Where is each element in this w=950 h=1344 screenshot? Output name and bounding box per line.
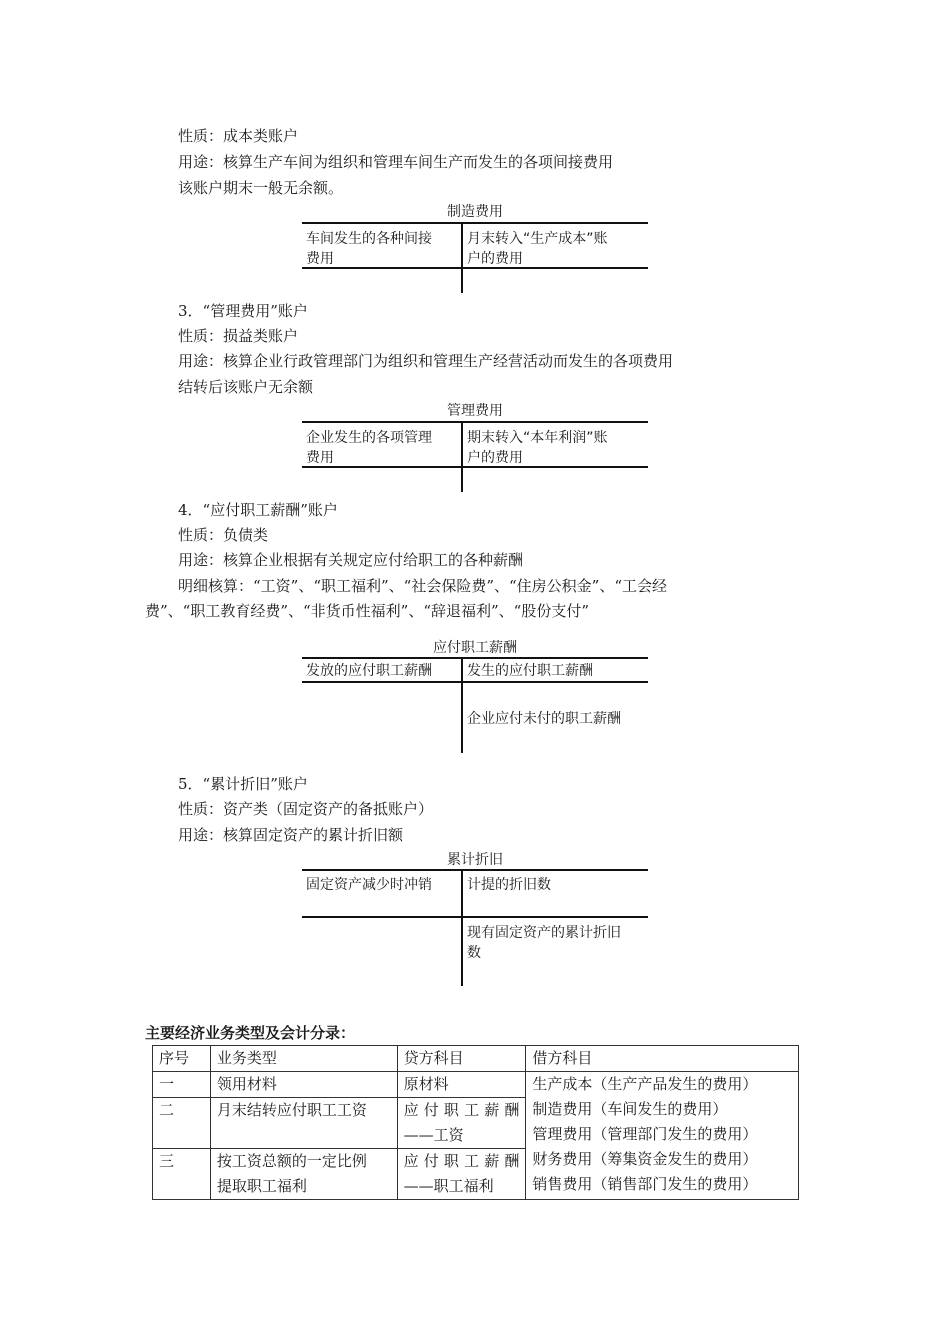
depr-nature: 性质：资产类（固定资产的备抵账户） (178, 800, 434, 818)
t-account-divider (461, 870, 463, 986)
credit-line-2: 户的费用 (467, 251, 523, 267)
row-credit (397, 1098, 526, 1149)
header-debit: 借方科目 (526, 1046, 799, 1072)
table-header-row (153, 1046, 799, 1072)
debit-line-1: 车间发生的各种间接 (306, 231, 432, 247)
row-type (210, 1149, 397, 1200)
t-account-title: 应付职工薪酬 (433, 640, 517, 656)
debit-account-item: 销售费用（销售部门发生的费用） (532, 1175, 758, 1193)
credit-balance-1: 现有固定资产的累计折旧 (467, 925, 621, 941)
admin-nature: 性质：损益类账户 (178, 327, 299, 345)
header-type: 业务类型 (210, 1046, 397, 1072)
debit-account-item: 管理费用（管理部门发生的费用） (532, 1125, 758, 1143)
t-account-depr (302, 850, 648, 986)
debit-account-item: 制造费用（车间发生的费用） (532, 1100, 728, 1118)
t-account-admin (302, 402, 648, 492)
debit-line-2: 费用 (306, 450, 334, 466)
credit-line-1: 期末转入“本年利润”账 (467, 430, 608, 446)
debit-account-item: 财务费用（筹集资金发生的费用） (532, 1150, 758, 1168)
mfg-balance: 该账户期末一般无余额。 (178, 179, 344, 197)
debit-line-1: 固定资产减少时冲销 (306, 877, 432, 893)
mfg-usage: 用途：核算生产车间为组织和管理车间生产而发生的各项间接费用 (178, 153, 614, 171)
mfg-nature: 性质：成本类账户 (178, 127, 299, 145)
credit-sub: ——工资 (403, 1126, 464, 1144)
payroll-usage: 用途：核算企业根据有关规定应付给职工的各种薪酬 (178, 551, 524, 569)
biz-heading: 主要经济业务类型及会计分录： (145, 1024, 356, 1042)
credit-balance-2: 数 (467, 945, 481, 961)
depr-usage: 用途：核算固定资产的累计折旧额 (178, 826, 404, 844)
credit-balance: 企业应付未付的职工薪酬 (467, 711, 621, 727)
t-account-payroll (302, 638, 648, 753)
admin-heading: 3．“管理费用”账户 (178, 302, 308, 320)
business-table (152, 1045, 799, 1200)
debit-line-2: 费用 (306, 251, 334, 267)
depr-heading: 5．“累计折旧”账户 (178, 775, 308, 793)
row-seq: 一 (153, 1072, 211, 1098)
t-account-top-line (302, 869, 648, 871)
t-account-divider (461, 223, 463, 293)
credit-line-1: 月末转入“生产成本”账 (467, 231, 608, 247)
t-account-mid-line (302, 916, 648, 918)
t-account-top-line (302, 421, 648, 423)
t-account-title: 管理费用 (447, 403, 503, 419)
credit-line-1: 计提的折旧数 (467, 877, 551, 893)
credit-line-1: 发生的应付职工薪酬 (467, 663, 593, 679)
row-seq: 二 (153, 1098, 211, 1149)
payroll-nature: 性质：负债类 (178, 526, 269, 544)
admin-usage: 用途：核算企业行政管理部门为组织和管理生产经营活动而发生的各项费用 (178, 352, 674, 370)
credit-sub: ——职工福利 (403, 1177, 494, 1195)
row-credit (397, 1149, 526, 1200)
credit-main: 应付职工薪酬 (403, 1101, 520, 1119)
row-credit: 原材料 (397, 1072, 526, 1098)
row-type: 月末结转应付职工工资 (210, 1098, 397, 1149)
t-account-divider (461, 658, 463, 753)
row-seq: 三 (153, 1149, 211, 1200)
t-account-title: 制造费用 (447, 204, 503, 220)
table-row (153, 1072, 799, 1098)
debit-line-1: 企业发生的各项管理 (306, 430, 432, 446)
t-account-top-line (302, 222, 648, 224)
row-type: 领用材料 (210, 1072, 397, 1098)
t-account-top-line (302, 657, 648, 659)
payroll-heading: 4．“应付职工薪酬”账户 (178, 501, 338, 519)
debit-line-1: 发放的应付职工薪酬 (306, 663, 432, 679)
header-credit: 贷方科目 (397, 1046, 526, 1072)
type-line-2: 提取职工福利 (216, 1177, 307, 1195)
admin-balance: 结转后该账户无余额 (178, 378, 314, 396)
t-account-mfg (302, 203, 648, 293)
credit-line-2: 户的费用 (467, 450, 523, 466)
t-account-divider (461, 422, 463, 492)
debit-accounts-cell (526, 1072, 799, 1200)
t-account-title: 累计折旧 (447, 852, 503, 868)
type-line-1: 按工资总额的一定比例 (216, 1152, 367, 1170)
credit-main: 应付职工薪酬 (403, 1152, 520, 1170)
header-seq: 序号 (153, 1046, 211, 1072)
payroll-detail-1: 明细核算：“工资”、“职工福利”、“社会保险费”、“住房公积金”、“工会经 (178, 577, 668, 595)
debit-account-item: 生产成本（生产产品发生的费用） (532, 1075, 758, 1093)
t-account-mid-line (302, 681, 648, 683)
payroll-detail-2: 费”、“职工教育经费”、“非货币性福利”、“辞退福利”、“股份支付” (145, 602, 590, 620)
